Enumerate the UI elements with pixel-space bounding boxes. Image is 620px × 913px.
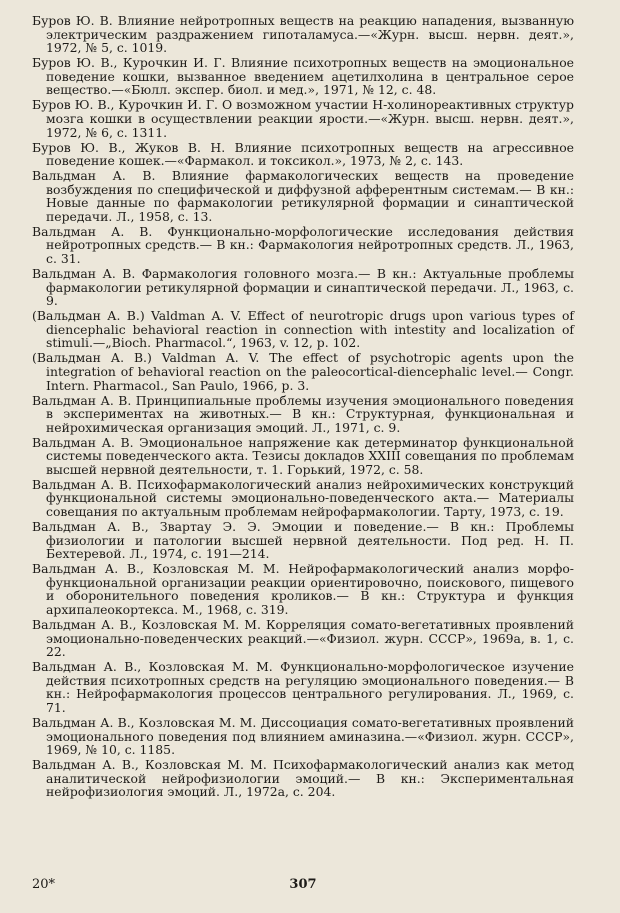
- reference-entry: (Вальдман А. В.) Valdman A. V. The effect of psychotropic agents upon the integration of behavioral reaction on the paleocortical-diencephalic level.— Congr. Intern. Pharmacol., San Paulo, 1966, p. 3.: [32, 350, 574, 393]
- printer-signature: 20*: [32, 877, 56, 892]
- reference-entry: Вальдман А. В. Фармакология головного мозга.— В кн.: Актуальные проблемы фармакологии ретикулярной формации и синаптической передачи. Л., 1963, с. 9.: [32, 266, 574, 309]
- reference-entry: Вальдман А. В., Козловская М. М. Корреляция сомато-вегетативных проявлений эмоционально-поведенческих реакций.—«Физиол. журн. СССР», 1969а, в. 1, с. 22.: [32, 617, 574, 660]
- reference-entry: Вальдман А. В., Козловская М. М. Психофармакологический анализ как метод аналитической нейрофизиологии эмоций.— В кн.: Экспериментальная нейрофизиология эмоций. Л., 1972а, с. 204.: [32, 757, 574, 800]
- bibliography-list: [32, 14, 574, 799]
- reference-entry: Вальдман А. В. Эмоциональное напряжение как детерминатор функциональной системы поведенческого акта. Тезисы докладов XXIII совещания по проблемам высшей нервной деятельности, т. 1. Горький, 1972, с. 58.: [32, 434, 574, 477]
- reference-entry: Буров Ю. В., Курочкин И. Г. О возможном участии Н-холинореактивных структур мозга кошки в осуществлении реакции ярости.—«Журн. высш. нервн. деят.», 1972, № 6, с. 1311.: [32, 97, 574, 140]
- reference-entry: Вальдман А. В. Функционально-морфологические исследования действия нейротропных средств.— В кн.: Фармакология нейротропных средств. Л., 1963, с. 31.: [32, 223, 574, 267]
- page-number: 307: [289, 877, 317, 892]
- reference-entry: Вальдман А. В., Козловская М. М. Функционально-морфологическое изучение действия психотропных средств на регуляцию эмоционального поведения.— В кн.: Нейрофармакология процессов центрального регулирования. Л., 1969, с. 71.: [32, 659, 574, 715]
- reference-entry: Вальдман А. В., Звартау Э. Э. Эмоции и поведение.— В кн.: Проблемы физиологии и патологии высшей нервной деятельности. Под ред. Н. П. Бехтеревой. Л., 1974, с. 191—214.: [32, 519, 574, 562]
- reference-entry: Вальдман А. В. Влияние фармакологических веществ на проведение возбуждения по специфической и диффузной афферентным системам.— В кн.: Новые данные по фармакологии ретикулярной формации и синаптической передачи. Л., 1958, с. 13.: [32, 168, 574, 224]
- reference-entry: Буров Ю. В., Жуков В. Н. Влияние психотропных веществ на агрессивное поведение кошек.—«Фармакол. и токсикол.», 1973, № 2, с. 143.: [32, 139, 574, 169]
- reference-entry: (Вальдман А. В.) Valdman A. V. Effect of neurotropic drugs upon various types of diencephalic behavioral reaction in connection with intestity and localization of stimuli.—„Bioch. Pharmacol.“, 1963, v. 12, p. 102.: [32, 308, 574, 351]
- reference-entry: Вальдман А. В. Психофармакологический анализ нейрохимических конструкций функциональной системы эмоционально-поведенческого акта.— Материалы совещания по актуальным проблемам нейрофармакологии. Тарту, 1973, с. 19.: [32, 476, 574, 520]
- reference-entry: Буров Ю. В. Влияние нейротропных веществ на реакцию нападения, вызванную электрическим раздражением гипоталамуса.—«Журн. высш. нервн. деят.», 1972, № 5, с. 1019.: [32, 13, 574, 56]
- reference-entry: Вальдман А. В., Козловская М. М. Диссоциация сомато-вегетативных проявлений эмоционального поведения под влиянием аминазина.—«Физиол. журн. СССР», 1969, № 10, с. 1185.: [32, 714, 574, 758]
- reference-entry: Вальдман А. В., Козловская М. М. Нейрофармакологический анализ морфо-функциональной организации реакции ориентировочно, поискового, пищевого и оборонительного поведения кроликов.— В кн.: Структура и функция архипалеокортекса. М., 1968, с. 319.: [32, 561, 574, 618]
- reference-entry: Вальдман А. В. Принципиальные проблемы изучения эмоционального поведения в экспериментах на животных.— В кн.: Структурная, функциональная и нейрохимическая организация эмоций. Л., 1971, с. 9.: [32, 392, 574, 435]
- reference-entry: Буров Ю. В., Курочкин И. Г. Влияние психотропных веществ на эмоциональное поведение кошки, вызванное введением ацетилхолина в центральное серое вещество.—«Бюлл. экспер. биол. и мед.», 1971, № 12, с. 48.: [32, 55, 574, 98]
